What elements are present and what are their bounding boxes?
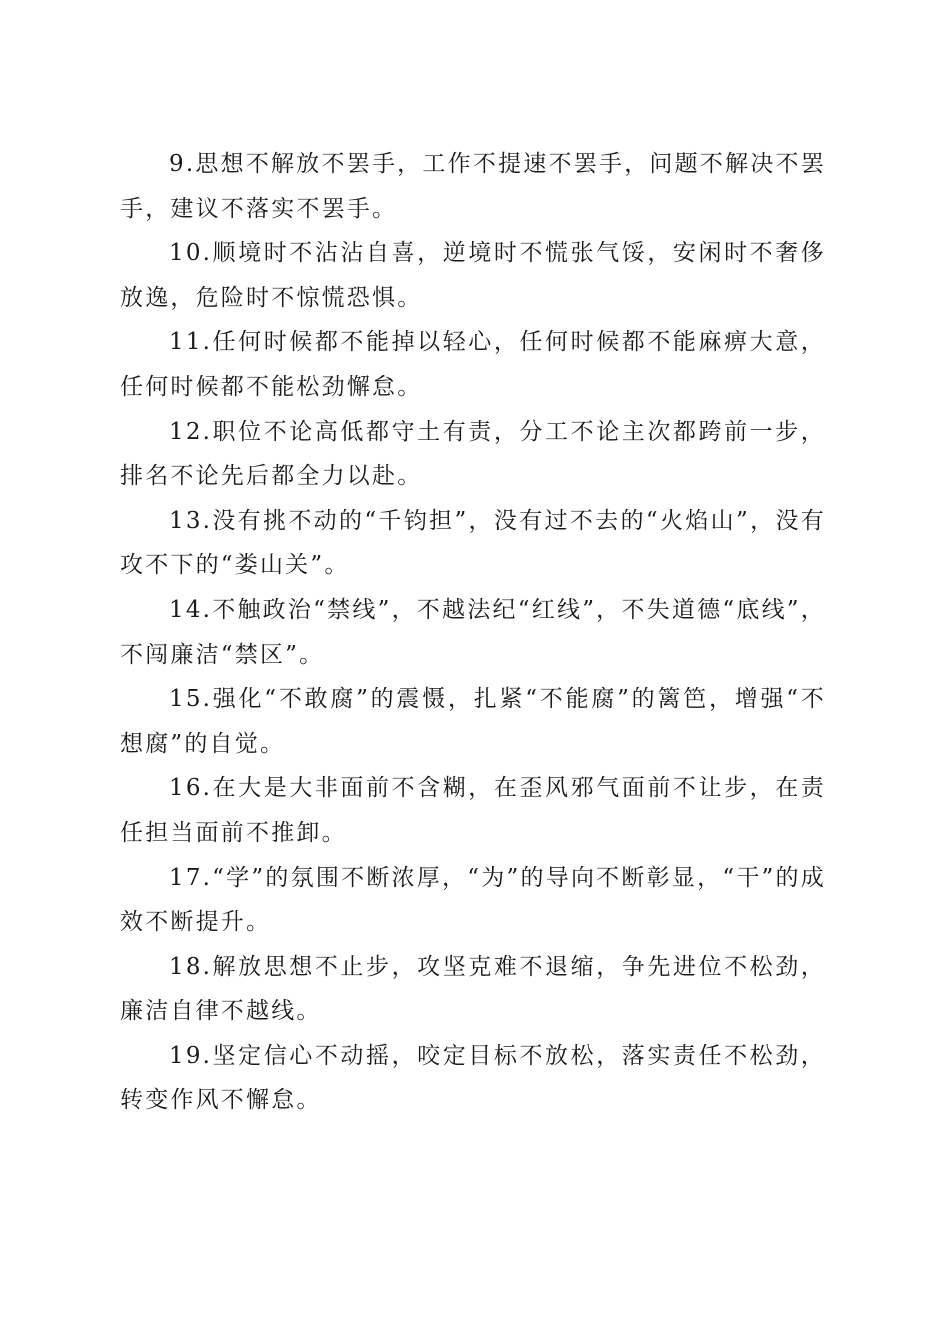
paragraph-11: 11.任何时候都不能掉以轻心，任何时候都不能麻痹大意，任何时候都不能松劲懈怠。 bbox=[120, 329, 826, 400]
paragraph-9: 9.思想不解放不罢手，工作不提速不罢手，问题不解决不罢手，建议不落实不罢手。 bbox=[120, 151, 826, 222]
paragraph-19: 19.坚定信心不动摇，咬定目标不放松，落实责任不松劲，转变作风不懈怠。 bbox=[120, 1042, 826, 1114]
paragraph-15: 15.强化“不敢腐”的震慑，扎紧“不能腐”的篱笆，增强“不想腐”的自觉。 bbox=[120, 686, 826, 757]
paragraph-17: 17.“学”的氛围不断浓厚，“为”的导向不断彰显，“干”的成效不断提升。 bbox=[120, 864, 826, 936]
paragraph-13: 13.没有挑不动的“千钧担”，没有过不去的“火焰山”，没有攻不下的“娄山关”。 bbox=[120, 507, 826, 579]
paragraph-10: 10.顺境时不沾沾自喜，逆境时不慌张气馁，安闲时不奢侈放逸，危险时不惊慌恐惧。 bbox=[120, 240, 826, 311]
paragraph-16: 16.在大是大非面前不含糊，在歪风邪气面前不让步，在责任担当面前不推卸。 bbox=[120, 775, 826, 846]
paragraph-14: 14.不触政治“禁线”，不越法纪“红线”，不失道德“底线”，不闯廉洁“禁区”。 bbox=[120, 596, 826, 668]
paragraph-18: 18.解放思想不止步，攻坚克难不退缩，争先进位不松劲，廉洁自律不越线。 bbox=[120, 953, 826, 1025]
paragraph-12: 12.职位不论高低都守土有责，分工不论主次都跨前一步，排名不论先后都全力以赴。 bbox=[120, 418, 826, 490]
document-body bbox=[120, 142, 826, 1123]
